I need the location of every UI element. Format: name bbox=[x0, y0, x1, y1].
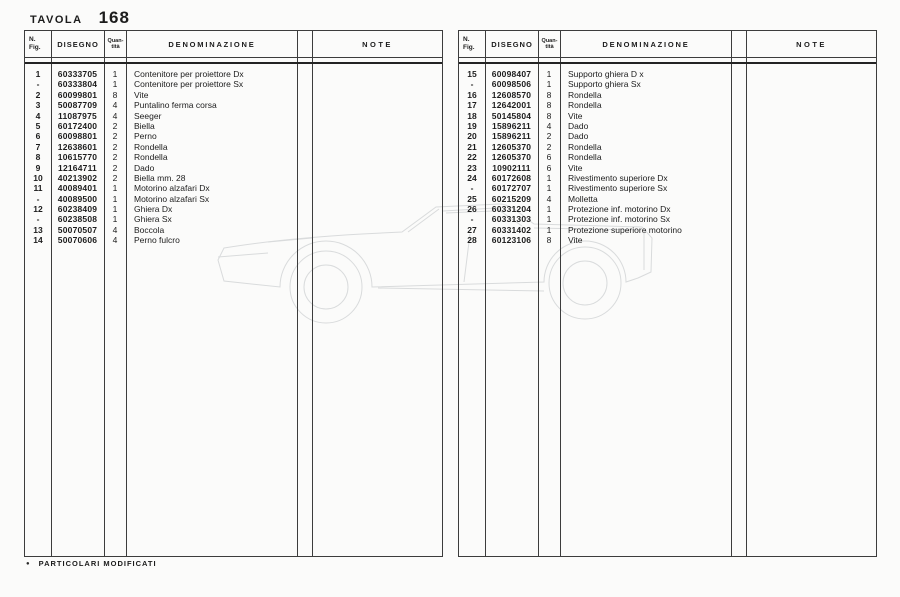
parts-table-right bbox=[458, 30, 877, 557]
cell-disegno: 10902111 bbox=[492, 162, 531, 173]
cell-fig: 6 bbox=[35, 131, 41, 142]
cell-fig: 23 bbox=[467, 162, 477, 173]
cell-qty: 2 bbox=[112, 120, 118, 131]
cell-disegno: 60098506 bbox=[491, 79, 532, 90]
cell-den: Rivestimento superiore Sx bbox=[568, 183, 668, 194]
cell-fig: 12 bbox=[33, 204, 43, 215]
cell-den: Rondella bbox=[568, 152, 602, 163]
cell-disegno: 60331303 bbox=[491, 214, 532, 225]
cell-qty: 4 bbox=[546, 193, 552, 204]
header-disegno: DISEGNO bbox=[491, 39, 533, 49]
cell-qty: 4 bbox=[112, 224, 118, 235]
table-row bbox=[25, 69, 442, 79]
cell-den: Vite bbox=[134, 89, 149, 100]
cell-qty: 8 bbox=[546, 100, 552, 111]
table-row bbox=[459, 121, 876, 131]
cell-fig: 26 bbox=[467, 204, 477, 215]
cell-fig: 2 bbox=[35, 89, 41, 100]
cell-disegno: 10615770 bbox=[57, 152, 98, 163]
cell-fig: 17 bbox=[467, 100, 477, 111]
cell-den: Rondella bbox=[134, 141, 168, 152]
header-fig-line2: Fig. bbox=[463, 44, 475, 51]
cell-den: Perno bbox=[134, 131, 157, 142]
table-row bbox=[459, 131, 876, 141]
table-row bbox=[25, 163, 442, 173]
cell-disegno: 12605370 bbox=[491, 152, 532, 163]
table-row bbox=[459, 152, 876, 162]
table-row bbox=[25, 100, 442, 110]
tavola-number: 168 bbox=[98, 8, 130, 27]
cell-disegno: 40089401 bbox=[57, 183, 98, 194]
table-row bbox=[25, 225, 442, 235]
modified-marker-icon: ● bbox=[26, 560, 30, 567]
table-row bbox=[25, 235, 442, 245]
cell-qty: 1 bbox=[546, 214, 552, 225]
table-row bbox=[459, 204, 876, 214]
cell-disegno: 60238508 bbox=[57, 214, 98, 225]
table-row bbox=[25, 111, 442, 121]
cell-fig: - bbox=[470, 214, 474, 225]
cell-disegno: 60099801 bbox=[57, 89, 98, 100]
table-row bbox=[459, 142, 876, 152]
table-row bbox=[459, 79, 876, 89]
table-row bbox=[459, 183, 876, 193]
cell-qty: 4 bbox=[112, 110, 118, 121]
cell-qty: 8 bbox=[546, 235, 552, 246]
cell-den: Vite bbox=[568, 162, 583, 173]
cell-disegno: 60172707 bbox=[491, 183, 532, 194]
cell-disegno: 60333705 bbox=[57, 69, 98, 79]
cell-qty: 2 bbox=[546, 131, 552, 142]
cell-disegno: 12642001 bbox=[491, 100, 532, 111]
table-row bbox=[25, 121, 442, 131]
cell-fig: 22 bbox=[467, 152, 477, 163]
cell-fig: 8 bbox=[35, 152, 41, 163]
cell-den: Motorino alzafari Dx bbox=[134, 183, 210, 194]
header-disegno: DISEGNO bbox=[57, 39, 99, 49]
cell-den: Seeger bbox=[134, 110, 162, 121]
cell-den: Rondella bbox=[568, 141, 602, 152]
cell-qty: 2 bbox=[546, 141, 552, 152]
cell-disegno: 50070606 bbox=[57, 235, 98, 246]
cell-fig: 27 bbox=[467, 224, 477, 235]
table-row bbox=[459, 225, 876, 235]
footer-legend bbox=[26, 559, 157, 568]
table-row bbox=[459, 111, 876, 121]
cell-den: Rondella bbox=[568, 89, 602, 100]
header-quantita bbox=[539, 31, 560, 57]
table-row bbox=[25, 194, 442, 204]
cell-fig: 7 bbox=[35, 141, 41, 152]
footer-legend-label: PARTICOLARI MODIFICATI bbox=[38, 559, 157, 568]
cell-den: Supporto ghiera D x bbox=[568, 69, 644, 79]
cell-disegno: 60333804 bbox=[57, 79, 98, 90]
cell-qty: 1 bbox=[546, 224, 552, 235]
cell-fig: 16 bbox=[467, 89, 477, 100]
cell-disegno: 60098407 bbox=[491, 69, 532, 79]
header-fig-line1: N. bbox=[29, 36, 36, 43]
cell-den: Perno fulcro bbox=[134, 235, 180, 246]
cell-qty: 1 bbox=[546, 172, 552, 183]
cell-den: Protezione superiore motorino bbox=[568, 224, 682, 235]
table-row bbox=[25, 214, 442, 224]
table-body bbox=[25, 69, 442, 246]
cell-den: Dado bbox=[568, 120, 589, 131]
page-title bbox=[30, 8, 130, 28]
table-row bbox=[25, 79, 442, 89]
header-rule-thick bbox=[459, 62, 876, 64]
cell-fig: - bbox=[470, 79, 474, 90]
cell-fig: 25 bbox=[467, 193, 477, 204]
cell-disegno: 50087709 bbox=[57, 100, 98, 111]
table-row bbox=[25, 90, 442, 100]
cell-qty: 1 bbox=[112, 214, 118, 225]
cell-den: Contenitore per proiettore Sx bbox=[134, 79, 244, 90]
cell-den: Ghiera Dx bbox=[134, 204, 173, 215]
cell-qty: 2 bbox=[112, 141, 118, 152]
cell-disegno: 12608570 bbox=[491, 89, 532, 100]
cell-qty: 4 bbox=[112, 100, 118, 111]
header-quantita-line2: tità bbox=[111, 44, 120, 50]
cell-disegno: 12605370 bbox=[491, 141, 532, 152]
header-fig bbox=[25, 31, 51, 57]
cell-disegno: 60123106 bbox=[491, 235, 532, 246]
cell-fig: 1 bbox=[35, 69, 41, 79]
cell-disegno: 15896211 bbox=[492, 120, 531, 131]
cell-qty: 2 bbox=[112, 172, 118, 183]
cell-qty: 8 bbox=[112, 89, 118, 100]
header-denominazione: DENOMINAZIONE bbox=[602, 39, 690, 49]
cell-qty: 4 bbox=[546, 120, 552, 131]
table-row bbox=[459, 163, 876, 173]
cell-den: Dado bbox=[568, 131, 589, 142]
table-body bbox=[459, 69, 876, 246]
cell-den: Rondella bbox=[134, 152, 168, 163]
cell-qty: 1 bbox=[112, 69, 118, 79]
header-rule-thin bbox=[459, 57, 876, 58]
cell-fig: - bbox=[36, 79, 40, 90]
cell-fig: - bbox=[36, 193, 40, 204]
table-row bbox=[25, 173, 442, 183]
table-row bbox=[459, 90, 876, 100]
cell-disegno: 60172608 bbox=[491, 172, 532, 183]
cell-disegno: 12164711 bbox=[58, 162, 97, 173]
cell-qty: 1 bbox=[546, 183, 552, 194]
cell-den: Boccola bbox=[134, 224, 165, 235]
cell-qty: 8 bbox=[546, 110, 552, 121]
cell-fig: 20 bbox=[467, 131, 477, 142]
header-quantita-line1: Quan- bbox=[107, 37, 124, 44]
cell-qty: 1 bbox=[112, 193, 118, 204]
cell-fig: 18 bbox=[467, 110, 477, 121]
header-quantita-line1: Quan- bbox=[541, 37, 558, 44]
cell-disegno: 60331204 bbox=[491, 204, 532, 215]
cell-disegno: 60215209 bbox=[491, 193, 532, 204]
cell-disegno: 40213902 bbox=[57, 172, 98, 183]
cell-den: Vite bbox=[568, 110, 583, 121]
cell-den: Ghiera Sx bbox=[134, 214, 172, 225]
cell-qty: 6 bbox=[546, 162, 552, 173]
cell-qty: 1 bbox=[546, 79, 552, 90]
table-row bbox=[25, 183, 442, 193]
cell-den: Protezione inf. motorino Sx bbox=[568, 214, 671, 225]
cell-den: Motorino alzafari Sx bbox=[134, 193, 210, 204]
cell-den: Contenitore per proiettore Dx bbox=[134, 69, 244, 79]
header-fig bbox=[459, 31, 485, 57]
cell-qty: 2 bbox=[112, 162, 118, 173]
cell-disegno: 40089500 bbox=[57, 193, 98, 204]
table-row bbox=[25, 142, 442, 152]
table-row bbox=[25, 131, 442, 141]
cell-qty: 1 bbox=[112, 204, 118, 215]
cell-disegno: 60172400 bbox=[57, 120, 98, 131]
cell-den: Dado bbox=[134, 162, 155, 173]
cell-fig: 3 bbox=[35, 100, 41, 111]
cell-fig: 4 bbox=[35, 110, 41, 121]
table-row bbox=[459, 100, 876, 110]
header-note: NOTE bbox=[796, 39, 827, 49]
cell-den: Puntalino ferma corsa bbox=[134, 100, 217, 111]
cell-qty: 1 bbox=[546, 204, 552, 215]
cell-disegno: 50070507 bbox=[57, 224, 98, 235]
header-fig-line2: Fig. bbox=[29, 44, 41, 51]
parts-table-left bbox=[24, 30, 443, 557]
cell-fig: 9 bbox=[35, 162, 41, 173]
cell-fig: 5 bbox=[35, 120, 41, 131]
cell-fig: 11 bbox=[33, 183, 43, 194]
cell-fig: 15 bbox=[467, 69, 477, 79]
cell-qty: 1 bbox=[112, 79, 118, 90]
cell-den: Rondella bbox=[568, 100, 602, 111]
header-note: NOTE bbox=[362, 39, 393, 49]
cell-fig: 10 bbox=[33, 172, 43, 183]
cell-fig: 28 bbox=[467, 235, 477, 246]
cell-den: Molletta bbox=[568, 193, 598, 204]
cell-qty: 4 bbox=[112, 235, 118, 246]
cell-disegno: 50145804 bbox=[491, 110, 532, 121]
cell-den: Biella bbox=[134, 120, 155, 131]
cell-fig: 24 bbox=[467, 172, 477, 183]
cell-fig: 14 bbox=[33, 235, 43, 246]
cell-qty: 2 bbox=[112, 131, 118, 142]
cell-disegno: 11087975 bbox=[58, 110, 97, 121]
header-fig-line1: N. bbox=[463, 36, 470, 43]
header-rule-thin bbox=[25, 57, 442, 58]
table-row bbox=[25, 204, 442, 214]
cell-disegno: 60331402 bbox=[491, 224, 532, 235]
tavola-label: TAVOLA bbox=[30, 14, 83, 26]
cell-den: Vite bbox=[568, 235, 583, 246]
cell-fig: 13 bbox=[33, 224, 43, 235]
cell-den: Protezione inf. motorino Dx bbox=[568, 204, 671, 215]
table-row bbox=[459, 214, 876, 224]
table-row bbox=[459, 173, 876, 183]
cell-fig: - bbox=[36, 214, 40, 225]
header-denominazione: DENOMINAZIONE bbox=[168, 39, 256, 49]
cell-den: Supporto ghiera Sx bbox=[568, 79, 641, 90]
cell-fig: - bbox=[470, 183, 474, 194]
table-row bbox=[459, 235, 876, 245]
cell-den: Rivestimento superiore Dx bbox=[568, 172, 668, 183]
cell-disegno: 60238409 bbox=[57, 204, 98, 215]
table-row bbox=[459, 194, 876, 204]
cell-qty: 2 bbox=[112, 152, 118, 163]
cell-fig: 21 bbox=[467, 141, 477, 152]
cell-qty: 8 bbox=[546, 89, 552, 100]
table-row bbox=[25, 152, 442, 162]
header-quantita-line2: tità bbox=[545, 44, 554, 50]
table-row bbox=[459, 69, 876, 79]
header-rule-thick bbox=[25, 62, 442, 64]
cell-disegno: 60098801 bbox=[57, 131, 98, 142]
cell-qty: 1 bbox=[112, 183, 118, 194]
cell-disegno: 12638601 bbox=[57, 141, 98, 152]
header-quantita bbox=[105, 31, 126, 57]
cell-qty: 1 bbox=[546, 69, 552, 79]
cell-disegno: 15896211 bbox=[492, 131, 531, 142]
cell-qty: 6 bbox=[546, 152, 552, 163]
cell-fig: 19 bbox=[467, 120, 477, 131]
cell-den: Biella mm. 28 bbox=[134, 172, 186, 183]
